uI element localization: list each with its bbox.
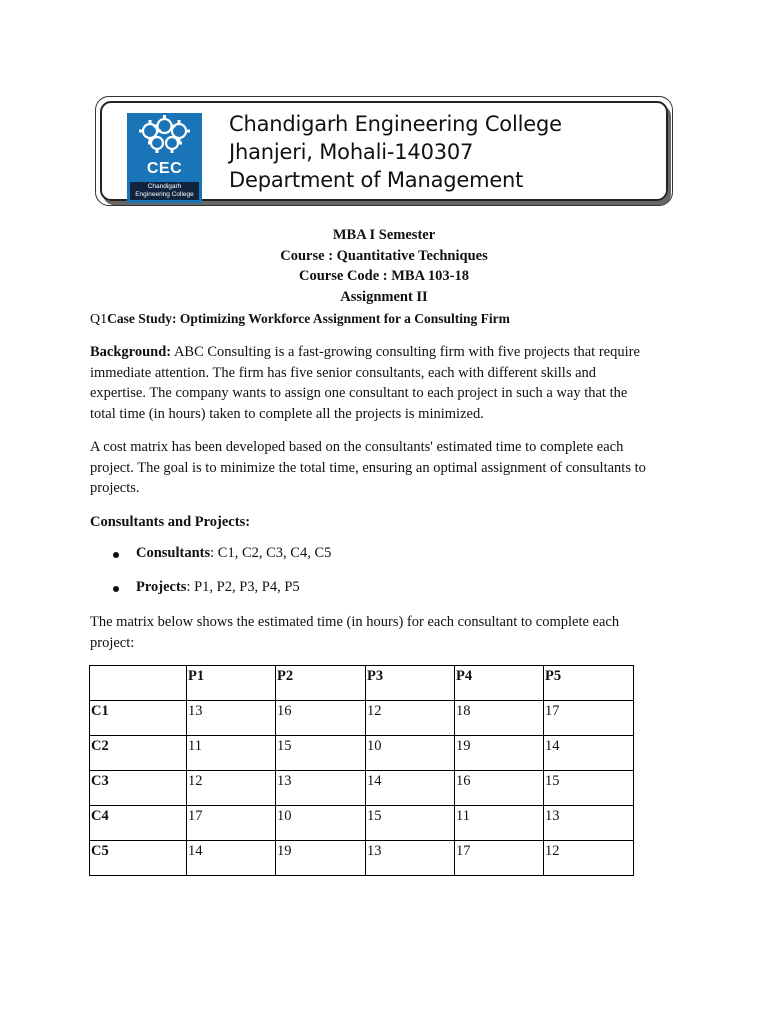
table-cell: 15 (366, 806, 455, 841)
table-row (90, 771, 634, 806)
college-logo (127, 113, 202, 203)
gear-icon (127, 113, 202, 163)
cost-matrix-table (89, 665, 634, 876)
table-cell: 13 (187, 701, 276, 736)
table-cell: 19 (455, 736, 544, 771)
table-header-row (90, 666, 634, 701)
background-line-2: immediate attention. The firm has five senior consultants, each with different skills and (90, 364, 597, 381)
bullet-dot (113, 586, 119, 592)
table-cell: 12 (366, 701, 455, 736)
table-header-cell: P1 (187, 666, 276, 701)
table-cell: 18 (455, 701, 544, 736)
table-cell: 13 (276, 771, 366, 806)
table-cell: 11 (187, 736, 276, 771)
table-intro-paragraph (90, 612, 680, 653)
matrix-intro-paragraph (90, 437, 680, 499)
background-paragraph (90, 342, 680, 424)
table-header-cell (90, 666, 187, 701)
table-cell: 15 (544, 771, 634, 806)
table-header-cell: P4 (455, 666, 544, 701)
bullet-projects (136, 579, 300, 596)
department-name: Department of Management (229, 168, 524, 192)
course-code-heading: Course Code : MBA 103-18 (299, 268, 469, 284)
question-number: Q1 (90, 312, 108, 327)
logo-text: CEC (146, 160, 183, 177)
question-title (90, 309, 680, 331)
question-case-title: Case Study: Optimizing Workforce Assignment for a Consulting Firm (107, 311, 510, 326)
background-line-4: total time (in hours) taken to complete all the projects is minimized. (90, 405, 484, 422)
table-cell: 11 (455, 806, 544, 841)
background-line-3: expertise. The company wants to assign one consultant to each project in such a way that the (90, 385, 628, 401)
table-cell: 14 (544, 736, 634, 771)
bullet-label: Consultants (136, 545, 211, 561)
matrix-intro-line-1: A cost matrix has been developed based on the consultants' estimated time to complete each (90, 439, 624, 455)
background-label: Background: (90, 344, 172, 360)
table-cell: 17 (544, 701, 634, 736)
table-cell: 14 (366, 771, 455, 806)
table-cell: 10 (366, 736, 455, 771)
college-name: Chandigarh Engineering College (229, 112, 562, 136)
matrix-intro-line-3: projects. (90, 480, 140, 496)
logo-caption-line-1: Chandigarh (147, 183, 182, 190)
table-cell: 13 (544, 806, 634, 841)
table-cell: 16 (276, 701, 366, 736)
logo-caption (130, 182, 199, 200)
table-cell: 15 (276, 736, 366, 771)
table-row (90, 841, 634, 876)
bullet-consultants (136, 545, 331, 562)
semester-heading: MBA I Semester (332, 227, 436, 243)
table-intro-line-2: project: (90, 634, 135, 651)
logo-caption-line-2: Engineering College (135, 191, 194, 198)
row-label-cell: C5 (90, 841, 187, 876)
table-row (90, 736, 634, 771)
bullet-label: Projects (136, 579, 187, 595)
table-row (90, 806, 634, 841)
table-header-cell: P5 (544, 666, 634, 701)
table-row (90, 701, 634, 736)
course-heading: Course : Quantitative Techniques (280, 248, 488, 264)
bullet-dot (113, 552, 119, 558)
college-address: Jhanjeri, Mohali-140307 (229, 140, 474, 164)
table-cell: 13 (366, 841, 455, 876)
consultants-projects-heading: Consultants and Projects: (90, 514, 251, 530)
table-cell: 12 (544, 841, 634, 876)
row-label-cell: C2 (90, 736, 187, 771)
table-cell: 16 (455, 771, 544, 806)
bullet-value: : P1, P2, P3, P4, P5 (186, 579, 300, 595)
matrix-intro-line-2: project. The goal is to minimize the total time, ensuring an optimal assignment of consultants to (90, 459, 646, 476)
table-cell: 12 (187, 771, 276, 806)
row-label-cell: C1 (90, 701, 187, 736)
assignment-heading: Assignment II (340, 289, 428, 305)
table-cell: 19 (276, 841, 366, 876)
background-text-1: ABC Consulting is a fast-growing consulting firm with five projects that require (171, 344, 640, 360)
table-intro-line-1: The matrix below shows the estimated time (in hours) for each consultant to complete each (90, 614, 620, 630)
row-label-cell: C4 (90, 806, 187, 841)
table-header-cell: P3 (366, 666, 455, 701)
row-label-cell: C3 (90, 771, 187, 806)
bullet-value: : C1, C2, C3, C4, C5 (210, 545, 332, 561)
table-cell: 17 (187, 806, 276, 841)
table-header-cell: P2 (276, 666, 366, 701)
table-cell: 17 (455, 841, 544, 876)
table-cell: 10 (276, 806, 366, 841)
background-line-1 (90, 342, 680, 363)
table-cell: 14 (187, 841, 276, 876)
